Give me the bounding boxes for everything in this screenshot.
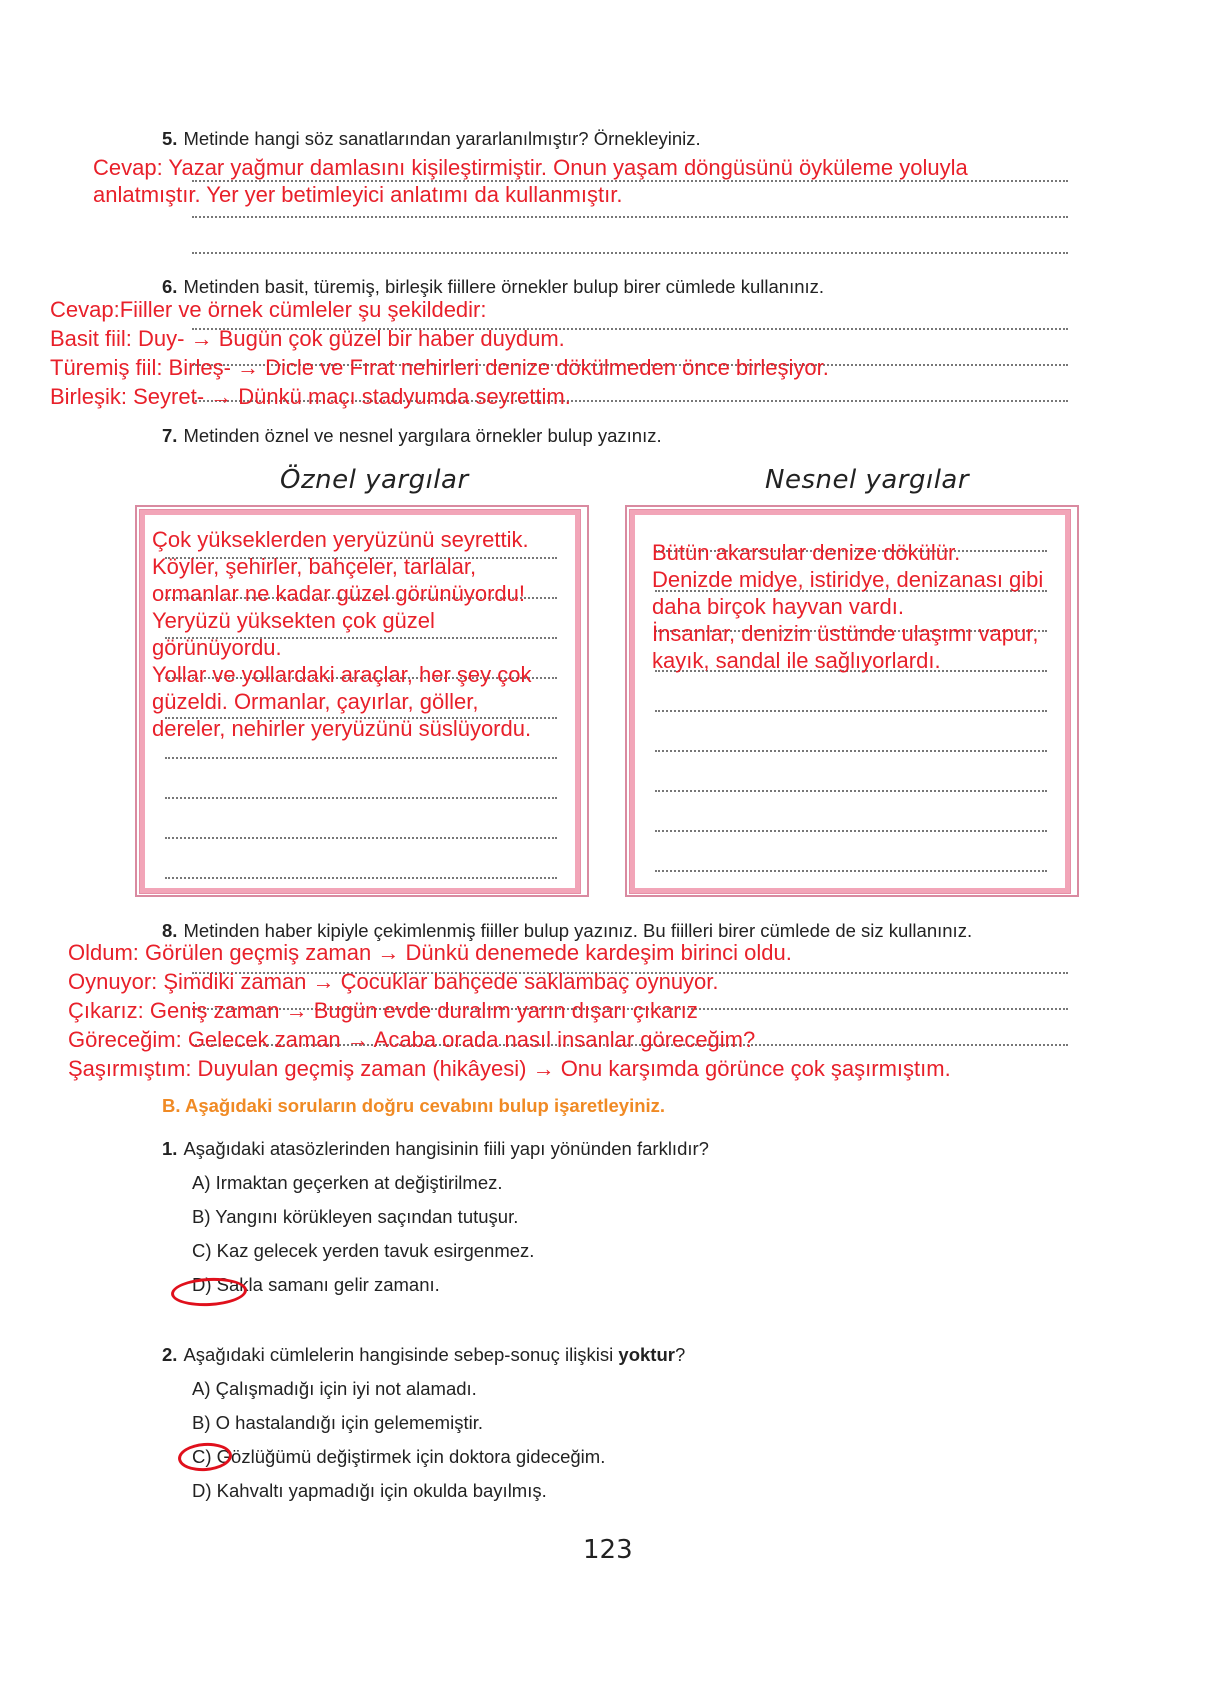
option-c[interactable]: C) Kaz gelecek yerden tavuk esirgenmez. [192,1240,535,1261]
question-text: Aşağıdaki atasözlerinden hangisinin fiili yapı yönünden farklıdır? [183,1138,709,1159]
question-text: Metinde hangi söz sanatlarından yararlanılmıştır? Örnekleyiniz. [183,128,701,149]
option-b[interactable]: B) O hastalandığı için gelememiştir. [192,1412,483,1433]
question-text: Aşağıdaki cümlelerin hangisinde sebep-sonuç ilişkisi [183,1344,619,1365]
handwritten-answer: Köyler, şehirler, bahçeler, tarlalar, [152,554,477,579]
section-b-heading [162,1095,665,1117]
question-end: ? [674,1344,686,1365]
question-text: Metinden öznel ve nesnel yargılara örnekler bulup yazınız. [183,425,662,446]
handwritten-answer: Çok yükseklerden yeryüzünü seyrettik. [152,527,529,552]
question-text: Metinden haber kipiyle çekimlenmiş fiiller bulup yazınız. Bu fiilleri birer cümlede de siz kullanınız. [183,920,973,941]
section-title: Aşağıdaki soruların doğru cevabını bulup işaretleyiniz. [184,1095,666,1116]
answer-line [192,216,1068,218]
answer-line [165,797,557,799]
answer-line [165,757,557,759]
handwritten-answer: İnsanlar, denizin üstünde ulaşımı vapur, [652,621,1039,646]
question-number: 6. [162,276,178,297]
handwritten-answer: ormanlar ne kadar güzel görünüyordu! [152,581,526,606]
question-6 [162,276,824,298]
answer-line [165,837,557,839]
option-a[interactable]: A) Irmaktan geçerken at değiştirilmez. [192,1172,503,1193]
answer-line [192,252,1068,254]
objective-title: Nesnel yargılar [765,465,970,495]
answer-line [165,877,557,879]
handwritten-answer: daha birçok hayvan vardı. [652,594,904,619]
option-d[interactable]: D) Kahvaltı yapmadığı için okulda bayılmış. [192,1480,547,1501]
answer-line [655,750,1047,752]
handwritten-answer: anlatmıştır. Yer yer betimleyici anlatımı da kullanmıştır. [93,182,623,207]
question-5 [162,128,701,150]
section-label: B. [162,1095,181,1116]
option-b[interactable]: B) Yangını körükleyen saçından tutuşur. [192,1206,519,1227]
option-d[interactable]: D) Sakla samanı gelir zamanı. [192,1274,440,1295]
question-number: 7. [162,425,178,446]
page-number: 123 [583,1535,633,1565]
handwritten-answer: görünüyordu. [152,635,282,660]
handwritten-answer: Oldum: Görülen geçmiş zaman → Dünkü denemede kardeşim birinci oldu. [68,940,792,965]
question-number: 8. [162,920,178,941]
handwritten-answer: Oynuyor: Şimdiki zaman → Çocuklar bahçede saklambaç oynuyor. [68,969,719,994]
mc-question-2 [162,1344,685,1366]
handwritten-answer: Türemiş fiil: Birleş- → Dicle ve Fırat nehirleri denize dökülmeden önce birleşiyor. [50,355,829,380]
handwritten-answer: güzeldi. Ormanlar, çayırlar, göller, [152,689,479,714]
handwritten-answer: kayık, sandal ile sağlıyorlardı. [652,648,941,673]
question-text: Metinden basit, türemiş, birleşik fiillere örnekler bulup birer cümlede kullanınız. [183,276,825,297]
handwritten-answer: Yollar ve yollardaki araçlar, her şey çok [152,662,532,687]
selected-answer-circle [170,1276,247,1308]
subjective-title: Öznel yargılar [280,465,469,495]
handwritten-answer: Çıkarız: Geniş zaman → Bugün evde duralım yarın dışarı çıkarız [68,998,698,1023]
handwritten-answer: Denizde midye, istiridye, denizanası gibi [652,567,1044,592]
answer-line [655,870,1047,872]
handwritten-answer: Yeryüzü yüksekten çok güzel [152,608,435,633]
option-c[interactable]: C) Gözlüğümü değiştirmek için doktora gideceğim. [192,1446,606,1467]
mc-question-1 [162,1138,709,1160]
question-7 [162,425,662,447]
answer-line [655,790,1047,792]
question-8 [162,920,972,942]
option-a[interactable]: A) Çalışmadığı için iyi not alamadı. [192,1378,477,1399]
handwritten-answer: Basit fiil: Duy- → Bugün çok güzel bir haber duydum. [50,326,565,351]
question-number: 5. [162,128,178,149]
handwritten-answer: Bütün akarsular denize dökülür. [652,540,961,565]
handwritten-answer: Şaşırmıştım: Duyulan geçmiş zaman (hikâyesi) → Onu karşımda görünce çok şaşırmıştım. [68,1056,951,1081]
handwritten-answer: Cevap: Yazar yağmur damlasını kişileştirmiştir. Onun yaşam döngüsünü öyküleme yoluyla [93,155,968,180]
question-number: 2. [162,1344,178,1365]
question-emphasis: yoktur [618,1344,675,1365]
question-number: 1. [162,1138,178,1159]
handwritten-answer: Cevap:Fiiller ve örnek cümleler şu şekildedir: [50,297,487,322]
selected-answer-circle [177,1441,233,1473]
handwritten-answer: dereler, nehirler yeryüzünü süslüyordu. [152,716,532,741]
answer-line [655,710,1047,712]
answer-line [655,830,1047,832]
handwritten-answer: Göreceğim: Gelecek zaman → Acaba orada nasıl insanlar göreceğim? [68,1027,756,1052]
handwritten-answer: Birleşik: Seyret- → Dünkü maçı stadyumda seyrettim. [50,384,571,409]
